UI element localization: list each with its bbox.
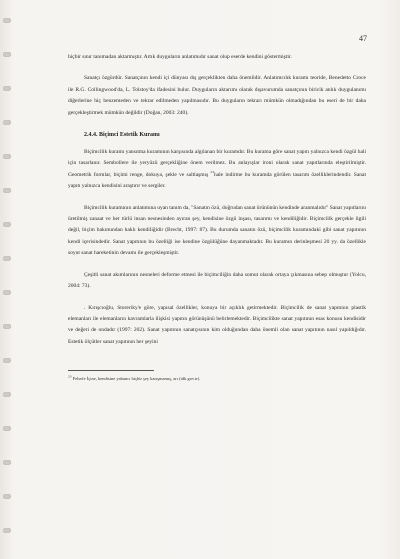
paragraph: Biçimcilik kuramının anlatımına uyan tanım da, "Sanatın özü, doğrudan sanat ürününün kendinde aranmalıdır" Sanat yapıtlarını üretilmiş zanaat ve her türlü insan nesnesinden ayıran şey, kendisine özgü inşası, tasarımı ve kendiliğidir. Biçimcilik gerçekle ilgili değil, biçim bakımından haklı kendiliğidir (Brecht, 1997: 87). Bu durumda sanatın özü, biçimcilik kuramındaki gibi sanat yapıtının kendi içerisindedir. Sanat yapıtının bu özelliği ise kendine özgülüğüne dayanmaktadır. Bu kuramın derinleşmesi 20 yy. da özellikle soyut sanat hareketinin devamı ile gerçekleşmiştir. xyxy=(68,204,366,257)
paragraph: Çeşitli sanat akımlarının nesneleri deforme etmesi ile biçimciliğin daha somut olarak ortaya çıkmasına sebep olmuştur (Yolcu, 2004: 73). xyxy=(68,271,366,290)
section-heading: 2.4.4. Biçimci Estetik Kuramı xyxy=(84,132,160,139)
page-number: 47 xyxy=(359,34,367,43)
footnote xyxy=(68,375,366,383)
paragraph: hiçbir sınır tanımadan aktarmıştır. Artık duyguların anlatımıdır sanat olup eserde kendini göstermiştir. xyxy=(68,54,292,60)
binding-holes xyxy=(3,18,13,548)
footnote-text: Felsefe İçine, kendisine yabancı hiçbir şey karışmamış, arı (tdk.gov.tr). xyxy=(72,376,201,382)
footnote-rule xyxy=(68,370,154,371)
footnote-marker: 23 xyxy=(68,374,72,379)
body-text xyxy=(68,52,366,383)
paragraph: Biçimcilik kuramı yansıtma kuramının karşısında algılanan bir kuramdır. Bu kurama göre sanat yapıtı yalnızca kendi özgül hali için tasarlanır. Sembollere ile yeryüzü gerçekliğine önem verilmez. Bu anlayışlar ironi olarak sanat yapıtlarında eleştirilmiştir. Geometrik formlar, biçimi renge, dokuya, şekle ve saltlaşmış $^{23}$hale indirme bu kuramda görülen tasarım özelliklerindendir. Sanat yapıtı yalnızca kendisini araştırır ve sergiler. xyxy=(68,149,366,190)
paragraph: Sanatçı özgürdür. Sanatçının kendi içi dünyası dış gerçeklikten daha önemlidir. Anlatımcılık kuramı teoride, Benedetto Croce ile R.G. Collingwood'da, L. Tolstoy'da ifadesini bulur. Duyguların aktarımı olarak dışavurumda sanatçının biricik anlık duygulanımı diğerlerine hiç benzemeden ve tekrar edilmeden yapılmasıdır. Bu duyguların tekrarı mümkün olmadığından bu eseri de bir daha gerçekleştirmek mümkün değildir (Doğan, 2003: 240). xyxy=(68,75,366,116)
paragraph: . Kırışcıoğlu, Storeriky'e göre, yapısal özellikler, konuya bir açıklık getirmektedir. Biçimcilik de sanat yapıtının plastik elemanları ile elemanların kavramlarla ilişkisi yapıtın görünüşünü belirlemektedir. Biçimcilikte sanat yapıtının esas konusu kendisidir ve değeri de ondadır (1997: 202). Sanat yapıtının sanatçısının kim olduğundan daha önemli olan sanat yapıtının nasıl yapıldığıdır. Estetik ölçütler sanat yapıtının her şeyini xyxy=(68,304,366,345)
footnote-ref: 23 xyxy=(210,170,214,175)
